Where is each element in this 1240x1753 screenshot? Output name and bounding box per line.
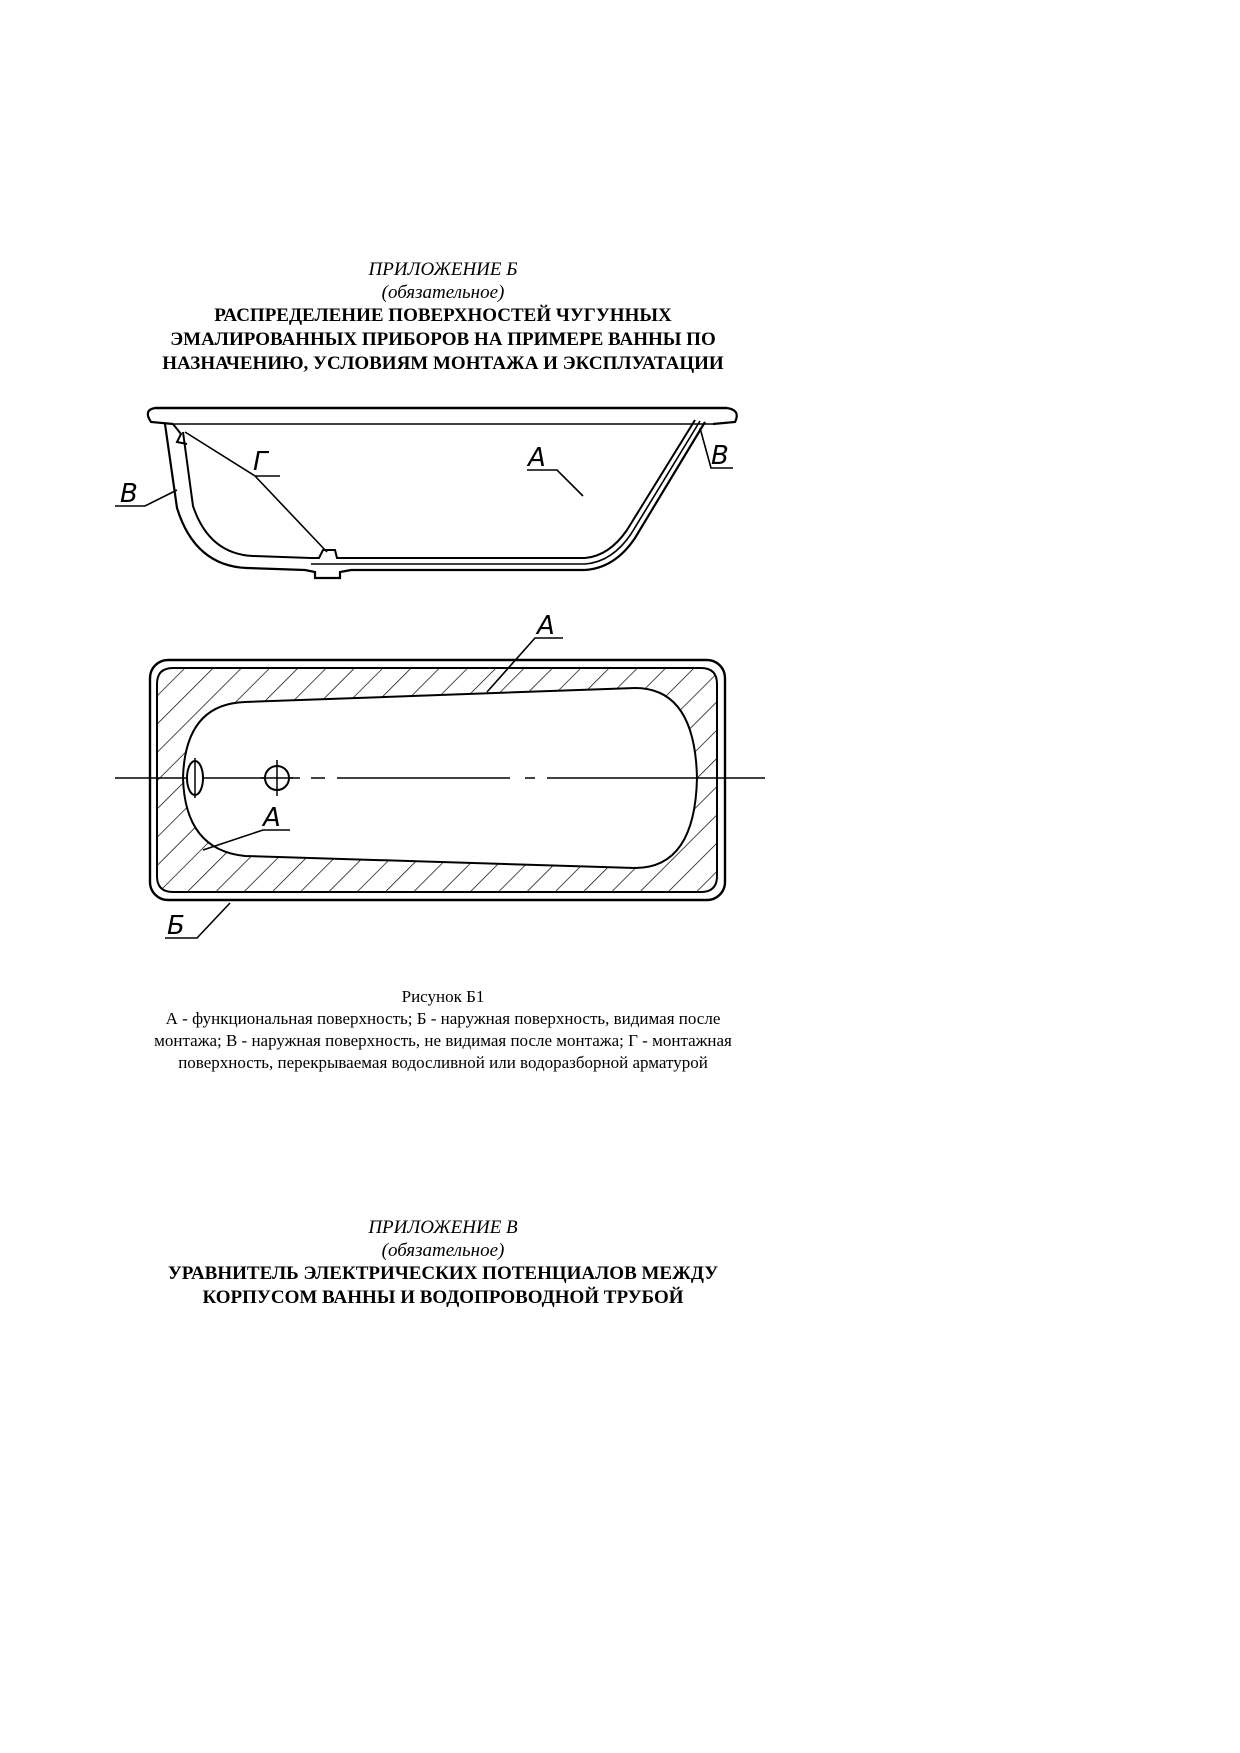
appendix-b-label: ПРИЛОЖЕНИЕ Б [368,259,518,280]
bathtub-figure [115,398,775,958]
appendix-b-header [120,258,766,376]
appendix-b-title-line: РАСПРЕДЕЛЕНИЕ ПОВЕРХНОСТЕЙ ЧУГУННЫХ [214,305,672,326]
appendix-v-note: (обязательное) [381,1240,505,1261]
appendix-v-title-line: УРАВНИТЕЛЬ ЭЛЕКТРИЧЕСКИХ ПОТЕНЦИАЛОВ МЕЖДУ [167,1263,719,1284]
appendix-b-title [120,304,766,376]
callout-a-plan-bottom-label: А [263,803,281,833]
callout-a-section-label: А [528,443,546,473]
appendix-v-label: ПРИЛОЖЕНИЕ В [368,1217,518,1238]
appendix-b-note: (обязательное) [381,282,505,303]
bathtub-section-view [148,408,737,578]
figure-caption: Рисунок Б1 [401,987,485,1006]
bathtub-drawing [115,398,775,958]
appendix-v-header [120,1216,766,1310]
appendix-v-title [120,1262,766,1310]
callout-v-left-label: В [120,479,138,509]
callout-a-plan-top-label: А [537,611,555,641]
callout-b-label: Б [167,911,185,941]
bathtub-plan-view [115,660,765,900]
appendix-v-title-line: КОРПУСОМ ВАННЫ И ВОДОПРОВОДНОЙ ТРУБОЙ [202,1287,684,1308]
appendix-b-title-line: НАЗНАЧЕНИЮ, УСЛОВИЯМ МОНТАЖА И ЭКСПЛУАТАЦИИ [162,353,724,374]
callout-g-label: Г [253,447,268,477]
figure-legend [120,1008,766,1074]
figure-caption-block [120,986,766,1074]
appendix-b-title-line: ЭМАЛИРОВАННЫХ ПРИБОРОВ НА ПРИМЕРЕ ВАННЫ ПО [170,329,716,350]
figure-legend-line: поверхность, перекрываемая водосливной или водоразборной арматурой [178,1053,708,1072]
figure-legend-line: монтажа; В - наружная поверхность, не видимая после монтажа; Г - монтажная [154,1031,732,1050]
figure-legend-line: А - функциональная поверхность; Б - наружная поверхность, видимая после [165,1009,721,1028]
callout-v-right-label: В [711,441,729,471]
